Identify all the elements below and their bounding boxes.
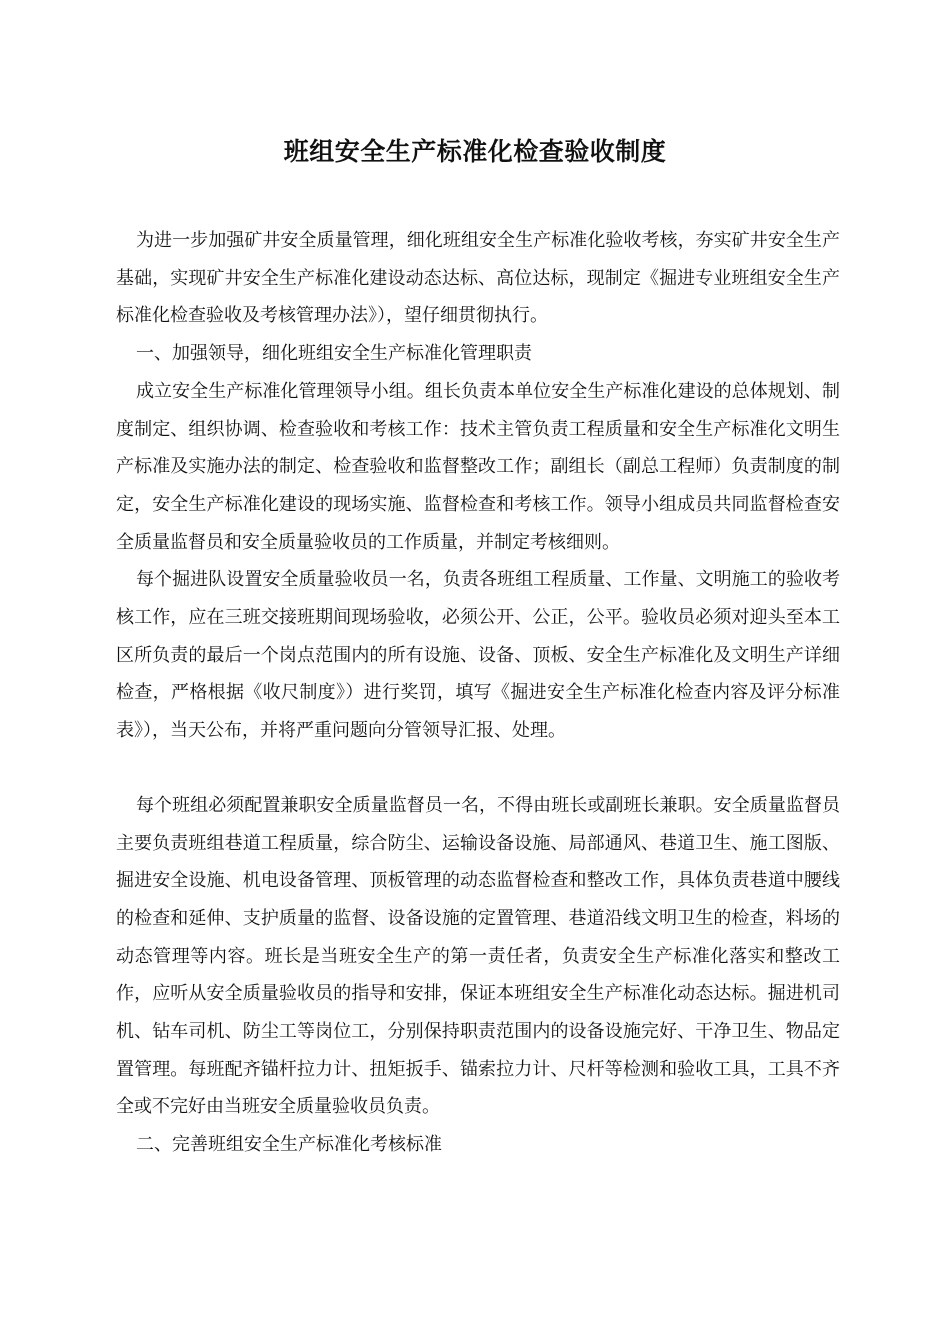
document-title: 班组安全生产标准化检查验收制度	[283, 137, 667, 166]
supervisor-paragraph: 每个班组必须配置兼职安全质量监督员一名，不得由班长或副班长兼职。安全质量监督员主要负责班组巷道工程质量，综合防尘、运输设备设施、局部通风、巷道卫生、施工图版、掘进安全设施、机电设备管理、顶板管理的动态监督检查和整改工作，具体负责巷道中腰线的检查和延伸、支护质量的监督、设备设施的定置管理、巷道沿线文明卫生的检查，料场的动态管理等内容。班长是当班安全生产的第一责任者，负责安全生产标准化落实和整改工作，应听从安全质量验收员的指导和安排，保证本班组安全生产标准化动态达标。掘进机司机、钻车司机、防尘工等岗位工，分别保持职责范围内的设备设施完好、干净卫生、物品定置管理。每班配齐锚杆拉力计、扭矩扳手、锚索拉力计、尺杆等检测和验收工具，工具不齐全或不完好由当班安全质量验收员负责。	[116, 794, 840, 1118]
leadership-paragraph: 成立安全生产标准化管理领导小组。组长负责本单位安全生产标准化建设的总体规划、制度制定、组织协调、检查验收和考核工作：技术主管负责工程质量和安全生产标准化文明生产标准及实施办法的制定、检查验收和监督整改工作；副组长（副总工程师）负责制度的制定，安全生产标准化建设的现场实施、监督检查和考核工作。领导小组成员共同监督检查安全质量监督员和安全质量验收员的工作质量，并制定考核细则。	[116, 380, 840, 553]
section-heading-1: 一、加强领导，细化班组安全生产标准化管理职责	[136, 343, 532, 365]
document-body	[116, 222, 840, 1164]
section-heading-2: 二、完善班组安全生产标准化考核标准	[136, 1134, 442, 1156]
inspector-paragraph: 每个掘进队设置安全质量验收员一名，负责各班组工程质量、工作量、文明施工的验收考核工作，应在三班交接班期间现场验收，必须公开、公正，公平。验收员必须对迎头至本工区所负责的最后一个岗点范围内的所有设施、设备、顶板、安全生产标准化及文明生产详细检查，严格根据《收尺制度》）进行奖罚，填写《掘进安全生产标准化检查内容及评分标准表》），当天公布，并将严重问题向分管领导汇报、处理。	[116, 569, 840, 742]
intro-paragraph: 为进一步加强矿井安全质量管理，细化班组安全生产标准化验收考核，夯实矿井安全生产基础，实现矿井安全生产标准化建设动态达标、高位达标，现制定《掘进专业班组安全生产标准化检查验收及考核管理办法》），望仔细贯彻执行。	[116, 230, 840, 327]
